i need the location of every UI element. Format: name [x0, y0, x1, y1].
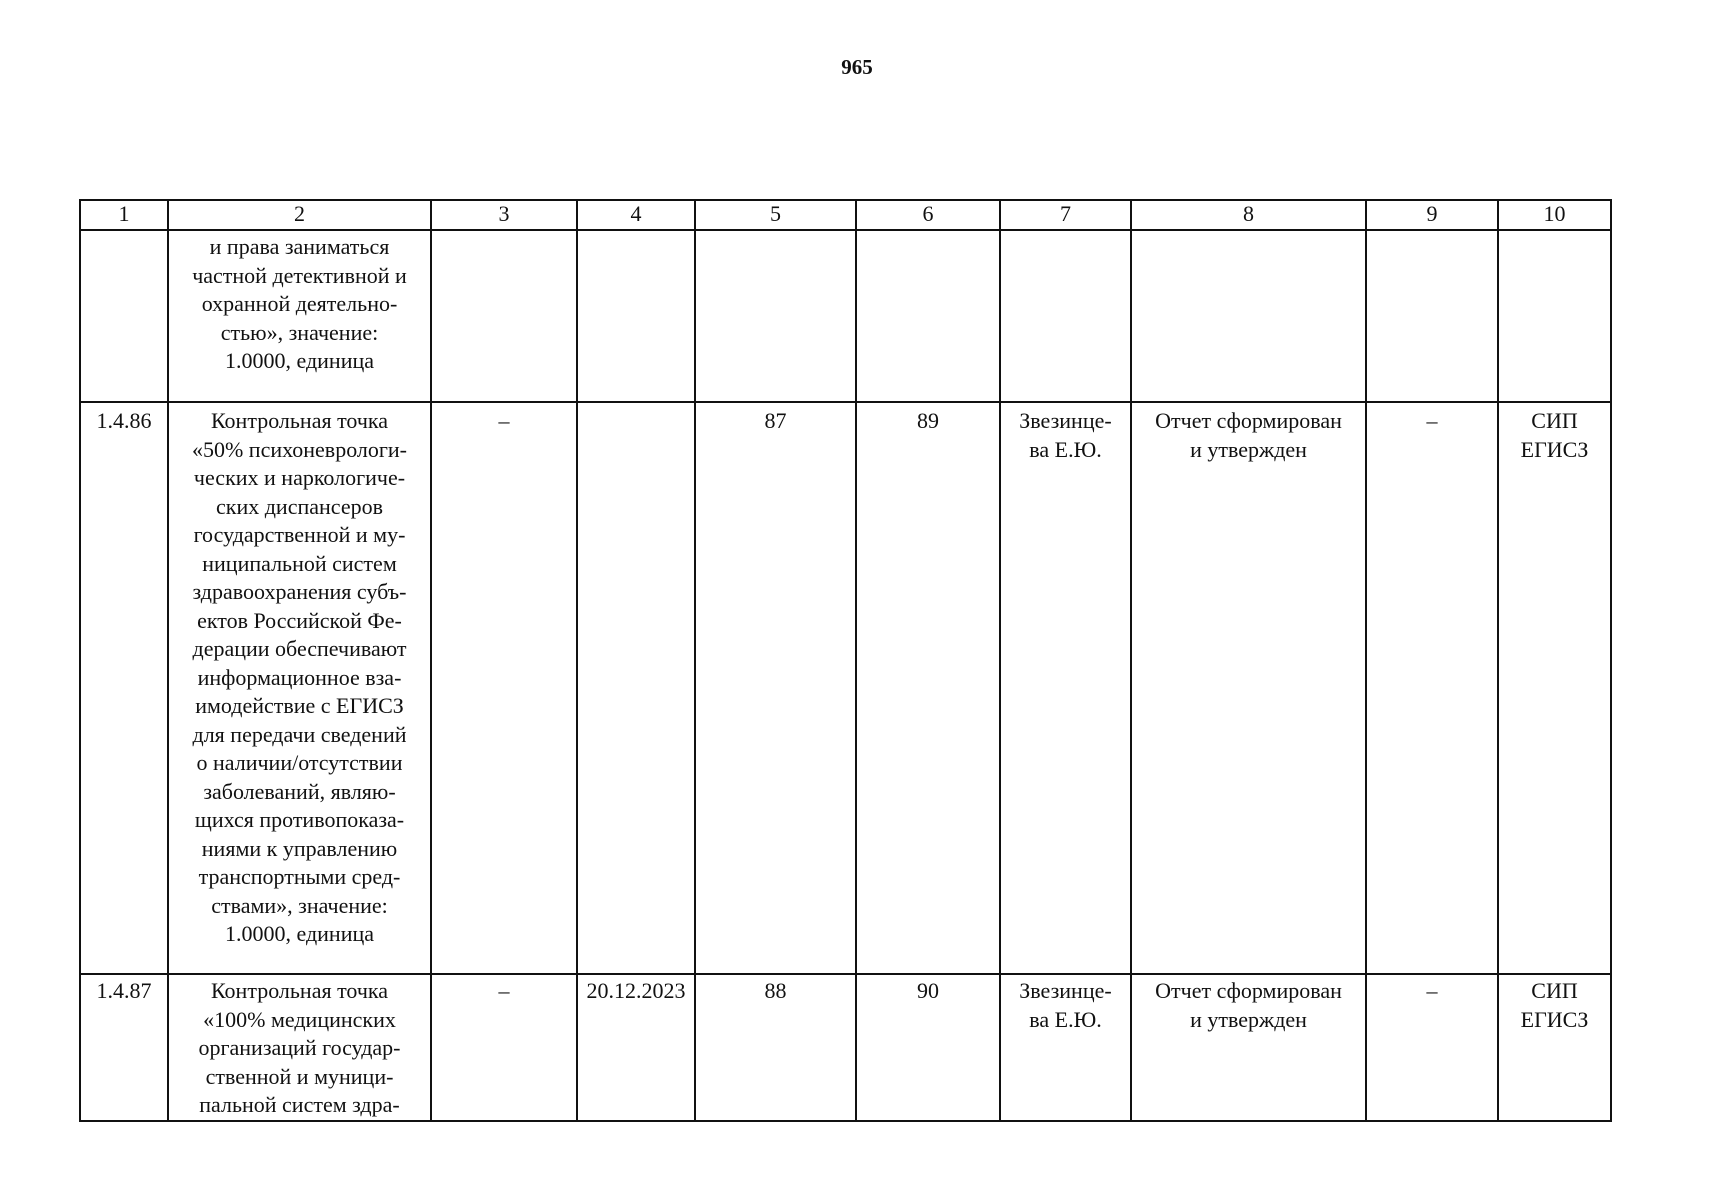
column-header-10: 10: [1498, 200, 1611, 230]
column-header-5: 5: [695, 200, 856, 230]
cell-col5: 87: [695, 402, 856, 974]
cell-col5: [695, 230, 856, 402]
cell-responsible: Звезинце- ва Е.Ю.: [1000, 974, 1131, 1121]
table-row-continuation: [80, 230, 1611, 402]
column-header-1: 1: [80, 200, 168, 230]
cell-id: 1.4.87: [80, 974, 168, 1121]
cell-description: Контрольная точка «50% психоневрологи- ческих и наркологиче- ских диспансеров государственной и му- ниципальной систем здравоохранения субъ- ектов Российской Фе- дерации обеспечивают информационное вза- имодействие с ЕГИСЗ для передачи сведений о наличии/отсутствии заболеваний, являю- щихся противопоказа- ниями к управлению транспортными сред- ствами», значение: 1.0000, единица: [168, 402, 431, 974]
table-row: [80, 974, 1611, 1121]
cell-description: и права заниматься частной детективной и охранной деятельно- стью», значение: 1.0000, единица: [168, 230, 431, 402]
header-row: [80, 200, 1611, 230]
column-header-4: 4: [577, 200, 695, 230]
cell-col6: 89: [856, 402, 1000, 974]
plan-table: [79, 199, 1612, 1122]
cell-id: 1.4.86: [80, 402, 168, 974]
column-header-8: 8: [1131, 200, 1366, 230]
table-row: [80, 402, 1611, 974]
cell-col9: –: [1366, 974, 1498, 1121]
column-header-9: 9: [1366, 200, 1498, 230]
cell-col9: –: [1366, 402, 1498, 974]
cell-system: [1498, 230, 1611, 402]
cell-col4: 20.12.2023: [577, 974, 695, 1121]
column-header-3: 3: [431, 200, 577, 230]
cell-system: СИП ЕГИСЗ: [1498, 402, 1611, 974]
cell-col9: [1366, 230, 1498, 402]
cell-system: СИП ЕГИСЗ: [1498, 974, 1611, 1121]
cell-col5: 88: [695, 974, 856, 1121]
cell-col3: –: [431, 974, 577, 1121]
column-header-2: 2: [168, 200, 431, 230]
page-number: 965: [841, 55, 873, 79]
cell-col6: 90: [856, 974, 1000, 1121]
column-header-7: 7: [1000, 200, 1131, 230]
cell-responsible: Звезинце- ва Е.Ю.: [1000, 402, 1131, 974]
cell-result: Отчет сформирован и утвержден: [1131, 974, 1366, 1121]
cell-description: Контрольная точка «100% медицинских организаций государ- ственной и муници- пальной систем здра-: [168, 974, 431, 1121]
cell-result: Отчет сформирован и утвержден: [1131, 402, 1366, 974]
cell-col4: [577, 230, 695, 402]
cell-result: [1131, 230, 1366, 402]
cell-col6: [856, 230, 1000, 402]
cell-id: [80, 230, 168, 402]
cell-col3: –: [431, 402, 577, 974]
cell-col4: [577, 402, 695, 974]
column-header-6: 6: [856, 200, 1000, 230]
cell-col3: [431, 230, 577, 402]
cell-responsible: [1000, 230, 1131, 402]
